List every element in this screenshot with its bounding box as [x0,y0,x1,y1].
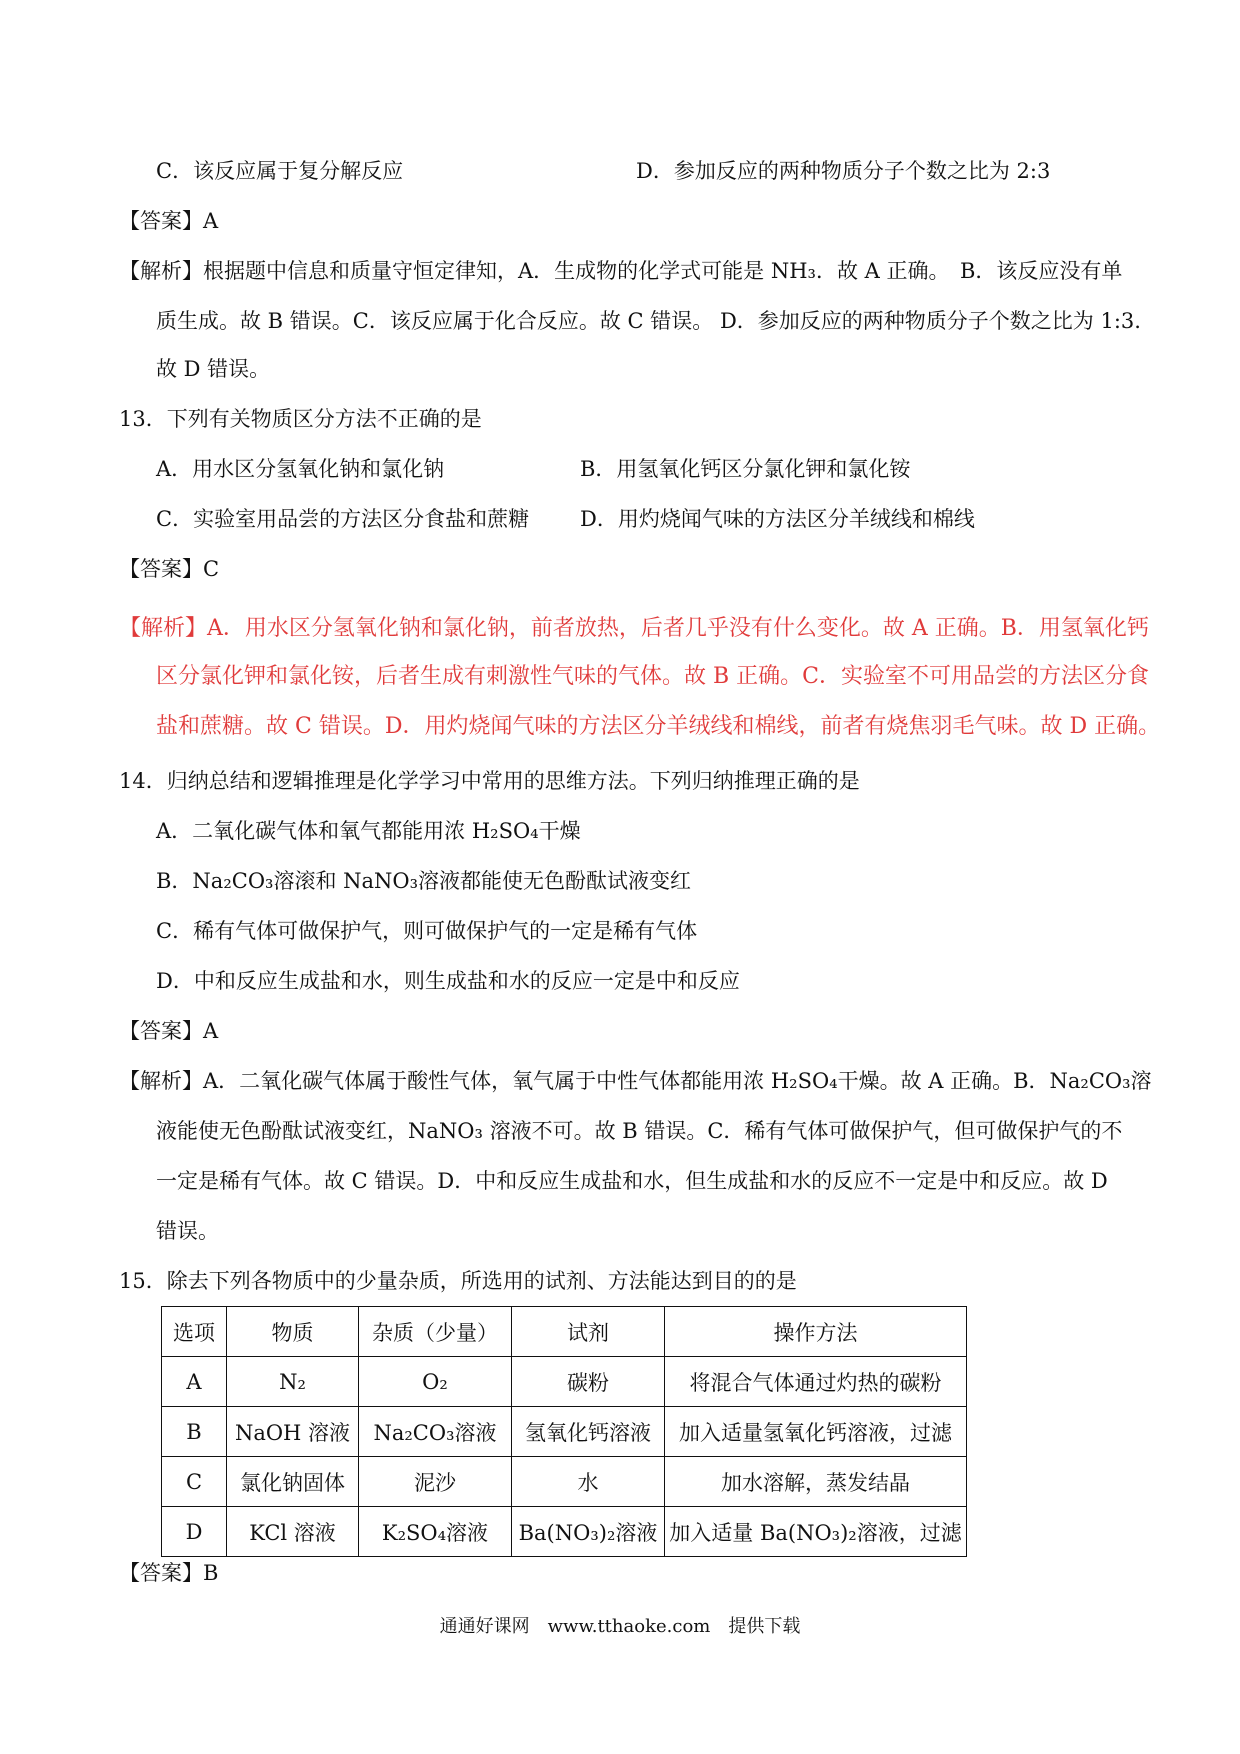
q12-explanation-line-3: 故 D 错误。 [156,357,271,381]
q15-table [161,1306,967,1557]
table-cell: N₂ [227,1357,359,1407]
table-header-cell: 杂质（少量） [359,1307,512,1357]
table-cell: NaOH 溶液 [227,1407,359,1457]
table-cell: 氢氧化钙溶液 [512,1407,665,1457]
q14-stem: 14．归纳总结和逻辑推理是化学学习中常用的思维方法。下列归纳推理正确的是 [119,769,860,793]
table-cell: 加水溶解，蒸发结晶 [665,1457,967,1507]
q12-explanation-line-1: 【解析】根据题中信息和质量守恒定律知，A．生成物的化学式可能是 NH₃．故 A 正确。 B．该反应没有单 [119,259,1123,283]
q14-explanation-line-3: 一定是稀有气体。故 C 错误。D．中和反应生成盐和水，但生成盐和水的反应不一定是中和反应。故 D [156,1169,1108,1193]
table-cell: 泥沙 [359,1457,512,1507]
table-row [162,1507,967,1557]
table-cell: KCl 溶液 [227,1507,359,1557]
q12-option-d: D．参加反应的两种物质分子个数之比为 2:3 [636,159,1051,183]
table-cell: A [162,1357,227,1407]
q14-answer: 【答案】A [119,1019,219,1043]
table-cell: 将混合气体通过灼热的碳粉 [665,1357,967,1407]
q14-explanation-line-2: 液能使无色酚酞试液变红，NaNO₃ 溶液不可。故 B 错误。C．稀有气体可做保护气，但可做保护气的不 [156,1119,1123,1143]
q14-explanation-line-4: 错误。 [156,1219,219,1243]
table-header-cell: 试剂 [512,1307,665,1357]
q13-answer: 【答案】C [119,557,220,581]
page-footer: 通通好课网 www.tthaoke.com 提供下载 [439,1616,801,1637]
q13-explanation-line-2: 区分氯化钾和氯化铵，后者生成有刺激性气味的气体。故 B 正确。C．实验室不可用品尝的方法区分食 [156,664,1149,689]
table-cell: Na₂CO₃溶液 [359,1407,512,1457]
table-cell: 氯化钠固体 [227,1457,359,1507]
q14-option-a: A．二氧化碳气体和氧气都能用浓 H₂SO₄干燥 [156,819,581,843]
q14-explanation-line-1: 【解析】A．二氧化碳气体属于酸性气体，氧气属于中性气体都能用浓 H₂SO₄干燥。故 A 正确。B．Na₂CO₃溶 [119,1069,1152,1093]
q15-stem: 15．除去下列各物质中的少量杂质，所选用的试剂、方法能达到目的的是 [119,1269,797,1293]
table-header-cell: 选项 [162,1307,227,1357]
q12-option-c: C．该反应属于复分解反应 [156,159,404,183]
q12-explanation-line-2: 质生成。故 B 错误。C．该反应属于化合反应。故 C 错误。 D．参加反应的两种物质分子个数之比为 1:3. [156,309,1141,333]
q13-option-d: D．用灼烧闻气味的方法区分羊绒线和棉线 [580,507,975,531]
q13-option-a: A．用水区分氢氧化钠和氯化钠 [156,457,445,481]
table-cell: 碳粉 [512,1357,665,1407]
table-cell: O₂ [359,1357,512,1407]
table-header-cell: 物质 [227,1307,359,1357]
table-cell: Ba(NO₃)₂溶液 [512,1507,665,1557]
table-cell: 加入适量 Ba(NO₃)₂溶液，过滤 [665,1507,967,1557]
table-row [162,1357,967,1407]
q14-option-c: C．稀有气体可做保护气，则可做保护气的一定是稀有气体 [156,919,698,943]
q14-option-b: B．Na₂CO₃溶滚和 NaNO₃溶液都能使无色酚酞试液变红 [156,869,692,893]
q13-explanation-line-3: 盐和蔗糖。故 C 错误。D．用灼烧闻气味的方法区分羊绒线和棉线，前者有烧焦羽毛气味。故 D 正确。 [156,714,1161,739]
table-cell: K₂SO₄溶液 [359,1507,512,1557]
q13-option-b: B．用氢氧化钙区分氯化钾和氯化铵 [580,457,911,481]
q14-option-d: D．中和反应生成盐和水，则生成盐和水的反应一定是中和反应 [156,969,740,993]
table-row [162,1407,967,1457]
table-cell: 水 [512,1457,665,1507]
q13-option-c: C．实验室用品尝的方法区分食盐和蔗糖 [156,507,530,531]
table-header-cell: 操作方法 [665,1307,967,1357]
table-cell: C [162,1457,227,1507]
table-cell: 加入适量氢氧化钙溶液，过滤 [665,1407,967,1457]
table-row [162,1457,967,1507]
table-cell: D [162,1507,227,1557]
q12-answer: 【答案】A [119,209,219,233]
q13-explanation-line-1: 【解析】A．用水区分氢氧化钠和氯化钠，前者放热，后者几乎没有什么变化。故 A 正确。B．用氢氧化钙 [119,616,1149,641]
table-header-row [162,1307,967,1357]
q13-stem: 13．下列有关物质区分方法不正确的是 [119,407,482,431]
table-cell: B [162,1407,227,1457]
q15-answer: 【答案】B [119,1561,219,1585]
